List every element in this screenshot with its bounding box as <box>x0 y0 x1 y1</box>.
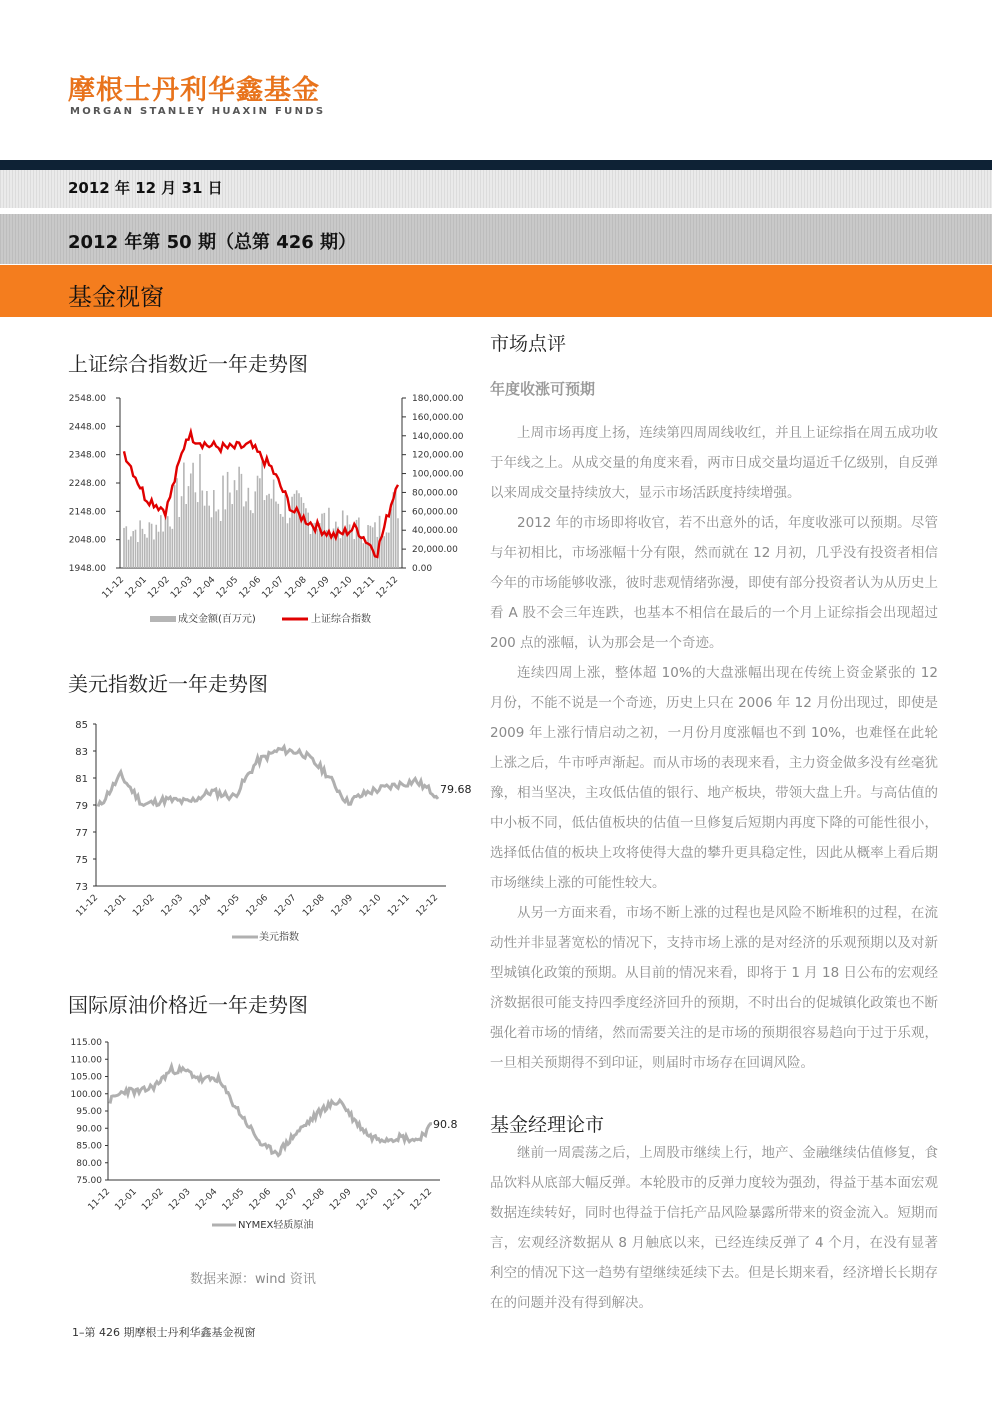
volume-bar <box>241 474 243 568</box>
y-left-tick-label: 1948.00 <box>68 564 106 574</box>
x-tick-label: 12-08 <box>301 893 327 919</box>
volume-bar <box>347 515 349 568</box>
volume-bar <box>167 516 169 568</box>
volume-bar <box>178 517 180 568</box>
volume-bar <box>176 478 178 568</box>
x-tick-label: 12-11 <box>381 1187 408 1213</box>
x-tick-label: 12-06 <box>244 893 271 919</box>
y-right-tick-label: 0.00 <box>412 564 433 574</box>
volume-bar <box>126 526 128 568</box>
volume-bar <box>259 478 261 568</box>
paragraph-5: 继前一周震荡之后，上周股市继续上行，地产、金融继续估值修复，食品饮料从底部大幅反弹。本轮股市的反弹力度较为强劲，得益于基本面宏观数据连续转好，同时也得益于信托产品风险暴露所带来的资金流入。短期而言，宏观经济数据从 8 月触底以来，已经连续反弹了 4 个月，在没有显著利空的情况下这一趋势有望继续延续下去。但是长期来看，经济增长长期存在的问题并没有得到解决。 <box>490 1145 938 1311</box>
y-right-tick-label: 120,000.00 <box>412 450 464 461</box>
x-tick-label: 12-12 <box>374 575 401 601</box>
volume-bar <box>340 538 342 568</box>
volume-bar <box>236 490 238 568</box>
x-tick-label: 12-07 <box>260 575 286 601</box>
volume-bar <box>169 526 171 568</box>
volume-bar <box>158 532 160 568</box>
y-tick-label: 75 <box>75 855 88 866</box>
y-right-tick-label: 140,000.00 <box>412 431 464 442</box>
legend-label: NYMEX轻质原油 <box>238 1220 314 1231</box>
x-tick-label: 12-01 <box>113 1187 139 1213</box>
volume-bar <box>374 522 376 568</box>
x-tick-label: 12-03 <box>169 575 195 601</box>
volume-bar <box>132 531 134 568</box>
volume-bar <box>390 509 392 568</box>
x-tick-label: 11-12 <box>86 1187 113 1213</box>
volume-bar <box>300 497 302 568</box>
volume-bar <box>151 524 153 568</box>
section-title: 基金视窗 <box>68 283 164 311</box>
oil-line <box>110 1066 432 1155</box>
volume-bar <box>351 528 353 568</box>
x-tick-label: 12-10 <box>357 893 384 919</box>
volume-bar <box>137 542 139 568</box>
volume-bar <box>215 511 217 568</box>
issue-band <box>0 214 992 264</box>
volume-bar <box>275 502 277 568</box>
y-right-tick-label: 20,000.00 <box>412 545 458 556</box>
volume-bar <box>317 529 319 568</box>
volume-bar <box>218 509 220 568</box>
volume-bar <box>188 486 190 568</box>
volume-bar <box>360 536 362 568</box>
x-tick-label: 12-01 <box>102 893 129 919</box>
x-tick-label: 12-06 <box>247 1187 274 1213</box>
volume-bar <box>213 490 215 568</box>
volume-bar <box>383 536 385 568</box>
volume-bar <box>185 504 187 568</box>
volume-bar <box>261 461 263 568</box>
y-right-tick-label: 60,000.00 <box>412 507 458 518</box>
y-tick-label: 85.00 <box>76 1141 102 1152</box>
volume-bar <box>206 491 208 568</box>
volume-bar <box>211 517 213 568</box>
volume-bar <box>294 494 296 568</box>
market-review-subheading: 年度收涨可预期 <box>490 380 596 398</box>
legend-index-label: 上证综合指数 <box>311 614 371 625</box>
y-tick-label: 85 <box>75 720 88 731</box>
volume-bar <box>245 501 247 568</box>
x-tick-label: 12-10 <box>354 1187 381 1213</box>
y-left-tick-label: 2448.00 <box>68 422 106 433</box>
volume-bar <box>190 473 192 568</box>
legend-label: 美元指数 <box>259 932 299 943</box>
y-left-tick-label: 2048.00 <box>68 535 106 546</box>
y-tick-label: 77 <box>75 828 88 839</box>
volume-bar <box>291 497 293 568</box>
paragraph-3: 连续四周上涨，整体超 10%的大盘涨幅出现在传统上资金紧张的 12 月份，不能不说是一个奇迹，历史上只在 2006 年 12 月份出现过，即使是 2009 年上涨行情启动之初，一月份月度涨幅也不到 10%，也难怪在此轮上涨之后，牛市呼声渐起。而从市场的表现来看，主力资金做多没有丝毫犹豫，相当坚决，主攻低估值的银行、地产板块，带领大盘上升。与高估值的中小板不同，低估值板块的估值一旦修复后短期内再度下降的可能性很小，选择低估值的板块上攻将使得大盘的攀升更具稳定性，因此从概率上看后期市场继续上涨的可能性较大。 <box>490 665 938 891</box>
volume-bar <box>135 530 137 568</box>
volume-bar <box>266 495 268 568</box>
date-band <box>0 160 992 208</box>
volume-bar <box>172 529 174 568</box>
section-band <box>0 265 992 317</box>
volume-bar <box>284 495 286 568</box>
volume-bar <box>149 522 151 568</box>
volume-bar <box>268 494 270 568</box>
y-tick-label: 81 <box>75 774 88 785</box>
x-tick-label: 12-02 <box>140 1187 166 1213</box>
y-tick-label: 79 <box>75 801 88 812</box>
logo-chinese: 摩根士丹利华鑫基金 <box>68 75 320 106</box>
volume-bar <box>183 463 185 568</box>
volume-bar <box>273 480 275 568</box>
x-tick-label: 12-10 <box>328 575 355 601</box>
volume-bar <box>153 539 155 568</box>
volume-bar <box>139 520 141 568</box>
y-tick-label: 80.00 <box>76 1158 102 1169</box>
volume-bar <box>324 513 326 568</box>
volume-bar <box>231 504 233 568</box>
x-tick-label: 12-09 <box>306 575 332 601</box>
volume-bar <box>367 525 369 568</box>
x-tick-label: 12-01 <box>123 575 149 601</box>
x-tick-label: 12-02 <box>146 575 172 601</box>
x-tick-label: 12-04 <box>191 575 218 601</box>
y-tick-label: 100.00 <box>70 1089 102 1100</box>
volume-bar <box>160 515 162 568</box>
usd-chart-title: 美元指数近一年走势图 <box>68 672 268 696</box>
volume-bar <box>130 536 132 568</box>
y-right-tick-label: 40,000.00 <box>412 526 458 537</box>
y-tick-label: 90.00 <box>76 1124 102 1135</box>
volume-bar <box>388 533 390 568</box>
y-right-tick-label: 100,000.00 <box>412 469 464 480</box>
y-tick-label: 110.00 <box>70 1055 102 1066</box>
usd-index-chart <box>60 712 480 952</box>
y-right-tick-label: 160,000.00 <box>412 412 464 423</box>
paragraph-1: 上周市场再度上扬，连续第四周周线收红，并且上证综指在周五成功收于年线之上。从成交量的角度来看，两市日成交量均逼近千亿级别，自反弹以来周成交量持续放大，显示市场活跃度持续增强。 <box>490 425 938 501</box>
volume-bar <box>353 539 355 568</box>
volume-bar <box>204 506 206 568</box>
x-tick-label: 12-07 <box>274 1187 300 1213</box>
x-tick-label: 12-06 <box>237 575 264 601</box>
volume-bar <box>321 514 323 568</box>
volume-bar <box>250 510 252 568</box>
x-tick-label: 12-12 <box>414 893 441 919</box>
logo-english: MORGAN STANLEY HUAXIN FUNDS <box>70 106 326 117</box>
volume-bar <box>271 499 273 568</box>
volume-bar <box>208 506 210 568</box>
page-footer: 1–第 426 期摩根士丹利华鑫基金视窗 <box>72 1326 256 1339</box>
x-tick-label: 12-05 <box>220 1187 247 1213</box>
volume-bar <box>264 500 266 568</box>
volume-bar <box>199 454 201 568</box>
y-right-tick-label: 80,000.00 <box>412 488 458 499</box>
volume-bar <box>296 490 298 568</box>
sh-index-chart <box>60 386 480 636</box>
volume-bar <box>222 476 224 568</box>
x-tick-label: 12-11 <box>351 575 378 601</box>
volume-bar <box>225 509 227 568</box>
data-source: 数据来源：wind 资讯 <box>190 1272 316 1287</box>
volume-bar <box>195 492 197 568</box>
volume-bar <box>248 488 250 568</box>
y-left-tick-label: 2548.00 <box>68 394 106 404</box>
volume-bar <box>146 538 148 568</box>
volume-bar <box>335 522 337 568</box>
volume-bar <box>229 493 231 568</box>
volume-bar <box>363 543 365 568</box>
volume-bar <box>310 534 312 568</box>
y-tick-label: 73 <box>75 882 88 893</box>
y-left-tick-label: 2348.00 <box>68 450 106 461</box>
y-tick-label: 105.00 <box>70 1072 102 1083</box>
issue-date: 2012 年 12 月 31 日 <box>68 179 223 197</box>
y-right-tick-label: 180,000.00 <box>412 394 464 404</box>
volume-bar <box>201 490 203 568</box>
y-tick-label: 83 <box>75 747 88 758</box>
x-tick-label: 12-09 <box>328 1187 354 1213</box>
volume-bar <box>243 506 245 568</box>
end-value-label: 90.8 <box>433 1117 458 1131</box>
volume-bar <box>162 532 164 568</box>
volume-bar <box>192 463 194 568</box>
volume-bar <box>252 513 254 568</box>
volume-bar <box>197 502 199 568</box>
volume-bar <box>298 493 300 568</box>
issue-number: 2012 年第 50 期（总第 426 期） <box>68 232 357 253</box>
volume-bar <box>277 504 279 568</box>
manager-view-heading: 基金经理论市 <box>490 1114 605 1136</box>
volume-bar <box>358 517 360 568</box>
x-tick-label: 12-02 <box>131 893 157 919</box>
volume-bar <box>303 503 305 568</box>
paragraph-2: 2012 年的市场即将收官，若不出意外的话，年度收涨可以预期。尽管与年初相比，市场涨幅十分有限，然而就在 12 月初，几乎没有投资者相信今年的市场能够收涨，彼时悲观情绪弥漫，即使有部分投资者认为从历史上看 A 股不会三年连跌，也基本不相信在最后的一个月上证综指会出现超过 200 点的涨幅，认为那会是一个奇迹。 <box>490 515 938 651</box>
x-tick-label: 12-03 <box>167 1187 193 1213</box>
end-value-label: 79.68 <box>440 782 472 796</box>
volume-bar <box>220 521 222 568</box>
volume-bar <box>287 523 289 568</box>
x-tick-label: 12-04 <box>193 1187 220 1213</box>
usd-line <box>98 747 438 807</box>
legend-volume-swatch <box>150 616 176 622</box>
volume-bar <box>282 517 284 568</box>
x-tick-label: 12-05 <box>214 575 241 601</box>
x-tick-label: 12-05 <box>216 893 242 919</box>
volume-bar <box>386 532 388 568</box>
market-review-heading: 市场点评 <box>490 333 567 355</box>
legend-volume-label: 成交金额(百万元) <box>178 614 256 625</box>
oil-price-chart <box>60 1032 480 1242</box>
x-tick-label: 12-08 <box>283 575 309 601</box>
volume-bar <box>174 485 176 568</box>
volume-bar <box>395 488 397 568</box>
volume-bar <box>123 528 125 568</box>
volume-bar <box>234 480 236 568</box>
volume-bar <box>238 467 240 568</box>
volume-bar <box>181 496 183 568</box>
sh-chart-title: 上证综合指数近一年走势图 <box>68 352 308 376</box>
volume-bar <box>307 513 309 568</box>
x-tick-label: 12-11 <box>386 893 412 919</box>
volume-bar <box>144 534 146 568</box>
x-tick-label: 12-03 <box>159 893 186 919</box>
volume-bar <box>128 540 130 568</box>
x-tick-label: 12-07 <box>272 893 299 919</box>
y-tick-label: 75.00 <box>76 1176 102 1186</box>
volume-bar <box>254 491 256 568</box>
volume-bar <box>155 525 157 568</box>
volume-bar <box>227 472 229 568</box>
volume-bar <box>328 508 330 568</box>
x-tick-label: 12-08 <box>301 1187 327 1213</box>
volume-bar <box>165 515 167 568</box>
y-left-tick-label: 2148.00 <box>68 507 106 518</box>
volume-bar <box>397 518 399 568</box>
x-tick-label: 12-12 <box>408 1187 435 1213</box>
volume-bar <box>257 476 259 568</box>
volume-bar <box>280 514 282 568</box>
x-tick-label: 12-09 <box>329 893 356 919</box>
y-tick-label: 115.00 <box>70 1038 102 1048</box>
x-tick-label: 12-04 <box>187 893 214 919</box>
y-left-tick-label: 2248.00 <box>68 479 106 489</box>
oil-chart-title: 国际原油价格近一年走势图 <box>68 993 308 1017</box>
volume-bar <box>289 518 291 568</box>
volume-bar <box>305 508 307 568</box>
x-tick-label: 11-12 <box>100 575 127 601</box>
x-tick-label: 11-12 <box>74 893 101 919</box>
volume-bar <box>142 529 144 568</box>
paragraph-4: 从另一方面来看，市场不断上涨的过程也是风险不断堆积的过程，在流动性并非显著宽松的情况下，支持市场上涨的是对经济的乐观预期以及对新型城镇化政策的预期。从目前的情况来看，即将于 1 月 18 日公布的宏观经济数据很可能支持四季度经济回升的预期，不时出台的促城镇化政策也不断强化着市场的情绪，然而需要关注的是市场的预期很容易趋向于过于乐观，一旦相关预期得不到印证，则届时市场存在回调风险。 <box>490 905 938 1071</box>
volume-bar <box>330 540 332 568</box>
y-tick-label: 95.00 <box>76 1107 102 1117</box>
volume-bar <box>342 510 344 568</box>
